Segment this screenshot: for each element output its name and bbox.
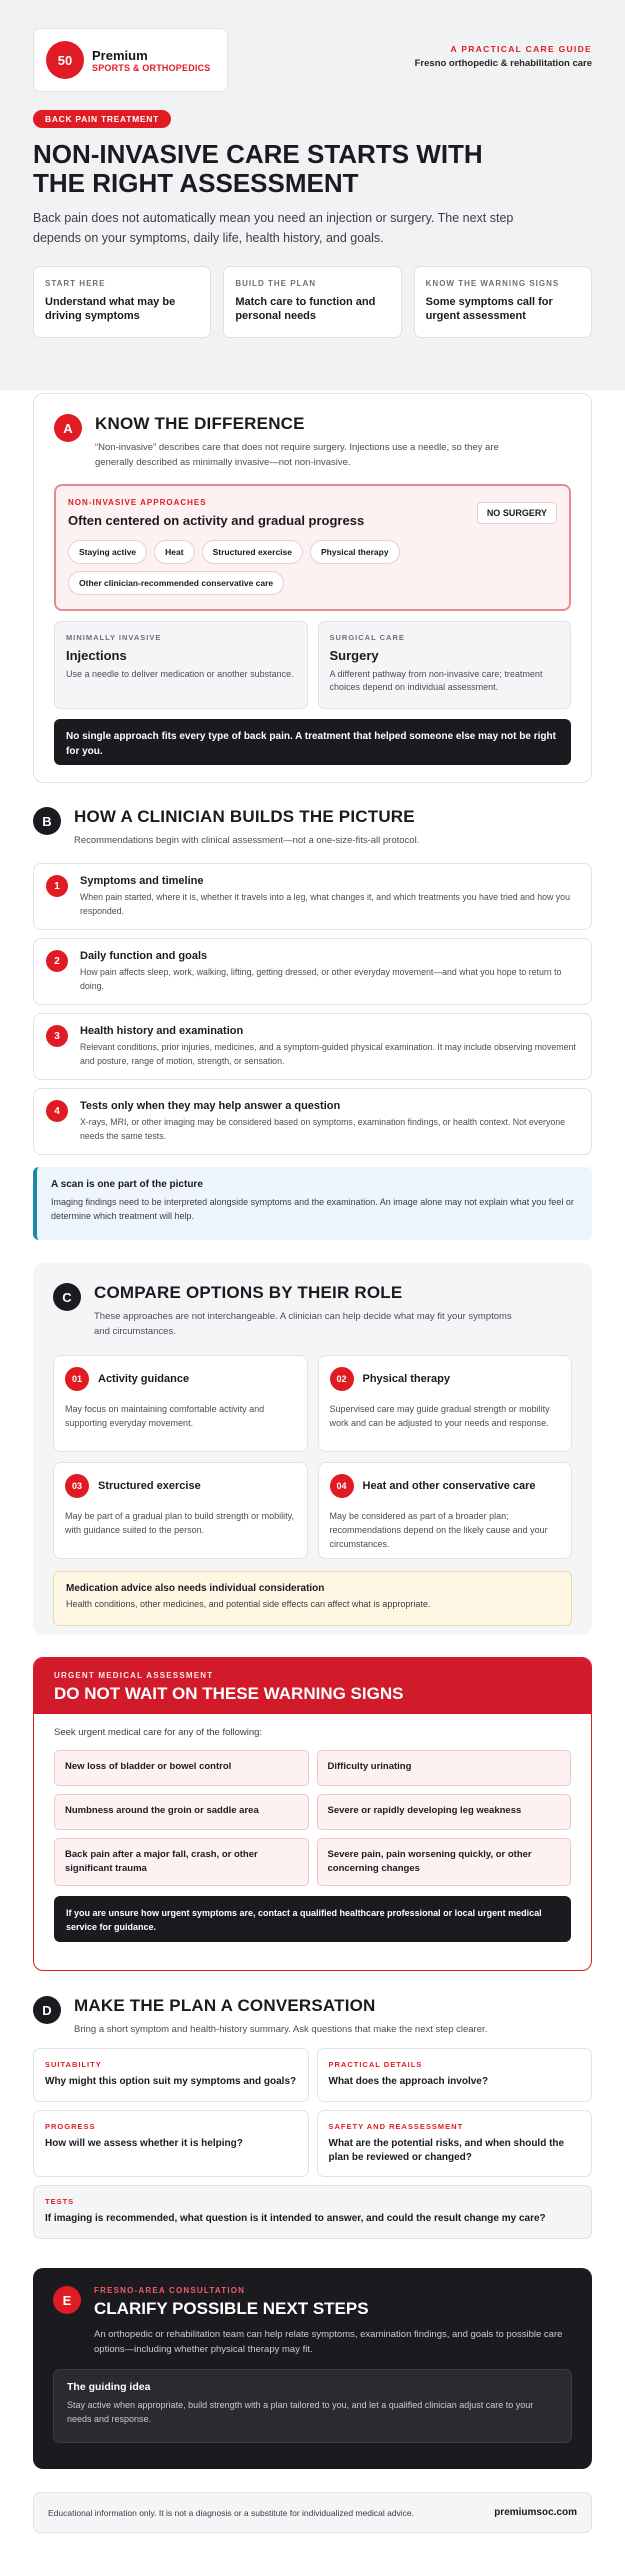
footer	[33, 2492, 592, 2533]
mi-desc: Use a needle to deliver medication or another substance.	[66, 669, 294, 679]
warning-sign: Severe or rapidly developing leg weakness	[317, 1794, 572, 1830]
assessment-item	[33, 1088, 592, 1155]
section-title-d: MAKE THE PLAN A CONVERSATION	[74, 1996, 376, 2015]
section-desc-d: Bring a short symptom and health-history summary. Ask questions that make the next step clearer.	[74, 2024, 488, 2035]
section-b	[33, 807, 592, 848]
item-title: Health history and examination	[80, 1025, 244, 1037]
section-e	[33, 2268, 592, 2469]
step-kicker: KNOW THE WARNING SIGNS	[425, 279, 560, 288]
e-title: CLARIFY POSSIBLE NEXT STEPS	[94, 2299, 369, 2318]
option-card	[53, 1355, 308, 1452]
section-desc-b: Recommendations begin with clinical assessment—not a one-size-fits-all protocol.	[74, 835, 420, 846]
question-kicker: TESTS	[45, 2197, 75, 2206]
step-card	[33, 266, 211, 338]
assessment-item	[33, 1013, 592, 1080]
assessment-item	[33, 863, 592, 930]
mi-title: Injections	[66, 648, 127, 663]
minimally-invasive-card	[54, 621, 308, 709]
no-surgery-tag: NO SURGERY	[477, 502, 557, 524]
guiding-desc: Stay active when appropriate, build strength with a plan tailored to you, and let a qualified clinician adjust care to your needs and response.	[67, 2400, 534, 2424]
item-desc: When pain started, where it is, whether it travels into a leg, what changes it, and which treatments you have tried and how you responded.	[80, 892, 570, 916]
urgent-section	[33, 1657, 592, 1971]
section-title-c: COMPARE OPTIONS BY THEIR ROLE	[94, 1283, 403, 1302]
section-badge-b: B	[33, 807, 61, 835]
question-card	[33, 2110, 309, 2177]
question-text: What does the approach involve?	[328, 2076, 488, 2087]
section-badge-c: C	[53, 1283, 81, 1311]
step-text: Understand what may be driving symptoms	[45, 296, 176, 322]
section-badge-d: D	[33, 1996, 61, 2024]
sc-kicker: SURGICAL CARE	[329, 633, 405, 642]
option-title: Activity guidance	[98, 1373, 190, 1385]
surgical-card	[318, 621, 572, 709]
footer-disclaimer: Educational information only. It is not a diagnosis or a substitute for individualized medical advice.	[48, 2507, 415, 2518]
ni-title: Often centered on activity and gradual progress	[68, 513, 365, 528]
item-number-badge: 2	[46, 950, 68, 972]
urgent-intro: Seek urgent medical care for any of the following:	[54, 1727, 263, 1738]
step-card	[414, 266, 592, 338]
hero	[0, 0, 625, 390]
ni-kicker: NON-INVASIVE APPROACHES	[68, 498, 207, 507]
topic-pill: BACK PAIN TREATMENT	[33, 110, 171, 128]
question-kicker: PRACTICAL DETAILS	[328, 2060, 423, 2069]
option-title: Physical therapy	[362, 1373, 450, 1385]
step-text: Match care to function and personal needs	[235, 296, 376, 322]
option-number-badge: 01	[65, 1367, 89, 1391]
question-card	[33, 2185, 592, 2239]
option-card	[318, 1355, 573, 1452]
question-kicker: SUITABILITY	[45, 2060, 102, 2069]
warning-sign: Back pain after a major fall, crash, or other significant trauma	[54, 1838, 309, 1886]
question-text: Why might this option suit my symptoms and goals?	[45, 2076, 297, 2087]
hero-lead: Back pain does not automatically mean you need an injection or surgery. The next step depends on your symptoms, daily life, health history, and goals.	[33, 211, 514, 245]
scan-title: A scan is one part of the picture	[51, 1179, 203, 1190]
page-title: NON-INVASIVE CARE STARTS WITH THE RIGHT ASSESSMENT	[33, 139, 483, 198]
item-number-badge: 4	[46, 1100, 68, 1122]
section-desc-c: These approaches are not interchangeable. A clinician can help decide what may fit your symptoms and circumstances.	[94, 1311, 512, 1337]
section-badge-a: A	[54, 414, 82, 442]
question-kicker: PROGRESS	[45, 2122, 96, 2131]
guiding-title: The guiding idea	[67, 2381, 151, 2393]
step-text: Some symptoms call for urgent assessment	[425, 296, 553, 322]
med-desc: Health conditions, other medicines, and potential side effects can affect what is appropriate.	[66, 1599, 431, 1609]
chip: Other clinician-recommended conservative care	[68, 571, 284, 595]
warning-sign: Numbness around the groin or saddle area	[54, 1794, 309, 1830]
guide-kicker: A PRACTICAL CARE GUIDE	[450, 44, 592, 54]
item-title: Daily function and goals	[80, 950, 208, 962]
urgent-title: DO NOT WAIT ON THESE WARNING SIGNS	[54, 1684, 404, 1703]
question-kicker: SAFETY AND REASSESSMENT	[328, 2122, 464, 2131]
question-card	[33, 2048, 309, 2102]
item-desc: How pain affects sleep, work, walking, lifting, getting dressed, or other everyday movement—and what you hope to return to doing.	[80, 967, 562, 991]
section-title-b: HOW A CLINICIAN BUILDS THE PICTURE	[74, 807, 415, 826]
brand-sub: SPORTS & ORTHOPEDICS	[92, 62, 211, 73]
item-desc: Relevant conditions, prior injuries, medicines, and a symptom-guided physical examination. It may include observing movement and posture, range of motion, strength, or sensation.	[80, 1042, 576, 1066]
option-title: Structured exercise	[98, 1480, 201, 1492]
option-card	[318, 1462, 573, 1559]
item-number-badge: 3	[46, 1025, 68, 1047]
section-badge-e: E	[53, 2286, 81, 2314]
option-desc: May be part of a gradual plan to build strength or mobility, with guidance suited to the person.	[65, 1511, 294, 1535]
chip: Heat	[154, 540, 194, 564]
scan-callout	[33, 1167, 592, 1240]
guide-place: Fresno orthopedic & rehabilitation care	[414, 58, 592, 69]
warning-sign: Severe pain, pain worsening quickly, or other concerning changes	[317, 1838, 572, 1886]
logo-mark: 50	[46, 41, 84, 79]
warning-sign: Difficulty urinating	[317, 1750, 572, 1786]
e-desc: An orthopedic or rehabilitation team can help relate symptoms, examination findings, and goals to possible care options—including whether physical therapy may fit.	[94, 2329, 563, 2355]
item-title: Tests only when they may help answer a question	[80, 1100, 341, 1112]
option-number-badge: 02	[330, 1367, 354, 1391]
medication-callout	[53, 1571, 572, 1626]
sc-desc: A different pathway from non-invasive care; treatment choices depend on individual assessment.	[329, 669, 543, 692]
non-invasive-box	[54, 484, 571, 611]
question-text: If imaging is recommended, what question is it intended to answer, and could the result change my care?	[45, 2213, 546, 2224]
option-number-badge: 03	[65, 1474, 89, 1498]
scan-desc: Imaging findings need to be interpreted alongside symptoms and the examination. An image alone may not explain what you feel or determine which treatment will help.	[51, 1197, 574, 1221]
brand-name: Premium	[92, 47, 148, 63]
option-desc: May be considered as part of a broader plan; recommendations depend on the likely cause and your circumstances.	[329, 1511, 548, 1549]
guiding-idea	[53, 2369, 572, 2443]
item-title: Symptoms and timeline	[80, 875, 204, 887]
option-desc: May focus on maintaining comfortable activity and supporting everyday movement.	[65, 1404, 265, 1428]
question-card	[317, 2048, 593, 2102]
e-kicker: FRESNO-AREA CONSULTATION	[94, 2286, 246, 2295]
note-banner: No single approach fits every type of back pain. A treatment that helped someone else may not be right for you.	[54, 719, 571, 765]
chip: Structured exercise	[202, 540, 303, 564]
question-text: What are the potential risks, and when should the plan be reviewed or changed?	[328, 2138, 565, 2163]
item-number-badge: 1	[46, 875, 68, 897]
assessment-item	[33, 938, 592, 1005]
chip: Physical therapy	[310, 540, 400, 564]
item-desc: X-rays, MRI, or other imaging may be considered based on symptoms, examination findings, or health context. Not everyone needs the same tests.	[80, 1117, 566, 1141]
step-card	[223, 266, 401, 338]
question-text: How will we assess whether it is helping?	[45, 2138, 243, 2149]
warning-sign: New loss of bladder or bowel control	[54, 1750, 309, 1786]
mi-kicker: MINIMALLY INVASIVE	[66, 633, 162, 642]
option-desc: Supervised care may guide gradual strength or mobility work and can be adjusted to your needs and response.	[329, 1404, 550, 1428]
sc-title: Surgery	[329, 648, 379, 663]
urgent-note: If you are unsure how urgent symptoms are, contact a qualified healthcare professional or local urgent medical service for guidance.	[54, 1896, 571, 1942]
assessment-list	[33, 863, 592, 1163]
section-title-a: KNOW THE DIFFERENCE	[95, 414, 305, 433]
section-c	[33, 1263, 592, 1635]
step-kicker: START HERE	[45, 279, 106, 288]
section-a	[33, 393, 592, 783]
med-title: Medication advice also needs individual consideration	[66, 1583, 325, 1594]
section-d	[33, 1996, 592, 2037]
step-kicker: BUILD THE PLAN	[235, 279, 316, 288]
question-card	[317, 2110, 593, 2177]
footer-link[interactable]: premiumsoc.com	[494, 2507, 577, 2518]
section-desc-a: “Non-invasive” describes care that does not require surgery. Injections use a needle, so they are generally described as minimally invasive—not non-invasive.	[95, 442, 499, 468]
option-title: Heat and other conservative care	[362, 1480, 536, 1492]
chip: Staying active	[68, 540, 147, 564]
option-number-badge: 04	[330, 1474, 354, 1498]
urgent-kicker: URGENT MEDICAL ASSESSMENT	[54, 1671, 214, 1680]
option-card	[53, 1462, 308, 1559]
brand-logo[interactable]	[33, 28, 228, 92]
